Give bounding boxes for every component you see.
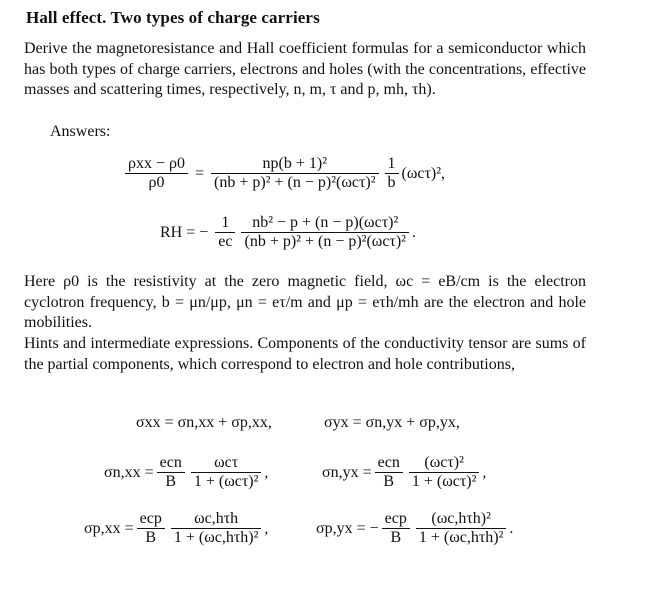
prefactor-fraction [157, 454, 185, 491]
main-numerator: ωc,hτh [194, 510, 239, 527]
sigma-yx-sum-equation: σyx = σn,yx + σp,yx, [324, 414, 460, 431]
main-fraction [171, 510, 262, 547]
equation-tail: . [509, 519, 514, 537]
sigma-n-yx-equation [322, 454, 486, 491]
rhs-numerator: np(b + 1)² [262, 155, 328, 172]
factor-fraction [385, 155, 399, 192]
prefactor-denominator: ec [215, 232, 235, 251]
prefactor-denominator: B [137, 528, 165, 547]
hall-lhs: RH = [160, 223, 196, 241]
factor-denominator: b [385, 173, 399, 192]
equation-tail: , [482, 463, 487, 481]
equation-tail: (ωcτ)², [401, 164, 446, 182]
section-title: Hall effect. Two types of charge carriers [26, 8, 320, 27]
sigma-p-xx-equation [84, 510, 268, 547]
answers-label: Answers: [50, 123, 111, 140]
rhs-denominator: (nb + p)² + (n − p)²(ωcτ)² [211, 173, 379, 192]
sigma-p-yx-equation [316, 510, 513, 547]
prefactor-numerator: ecp [139, 510, 162, 527]
lhs-fraction [125, 155, 188, 192]
main-denominator: 1 + (ωc,hτh)² [416, 528, 507, 547]
equation-lhs: σp,yx = − [316, 519, 379, 537]
equation-lhs: σn,xx = [104, 463, 154, 481]
problem-statement: Derive the magnetoresistance and Hall coefficient formulas for a semiconductor which has both types of charge carriers, electrons and holes (with the concentrations, effective masses and scattering times, respectively, n, m, τ and p, mh, τh). [24, 40, 586, 98]
lhs-denominator: ρ0 [125, 173, 188, 192]
main-numerator: (ωcτ)² [424, 454, 464, 471]
equation-tail: , [264, 463, 269, 481]
rhs-fraction [211, 155, 379, 192]
main-denominator: 1 + (ωc,hτh)² [171, 528, 262, 547]
equation-lhs: σn,yx = [322, 463, 372, 481]
equation-tail: , [264, 519, 269, 537]
main-denominator: (nb + p)² + (n − p)²(ωcτ)² [241, 232, 409, 251]
factor-numerator: 1 [387, 155, 396, 172]
sigma-n-xx-equation [104, 454, 268, 491]
hall-coefficient-equation [160, 214, 416, 251]
prefactor-fraction [375, 454, 403, 491]
prefactor-numerator: ecp [384, 510, 407, 527]
main-numerator: ωcτ [214, 454, 239, 471]
main-numerator: nb² − p + (n − p)(ωcτ)² [252, 214, 399, 231]
minus-sign: − [199, 223, 209, 241]
prefactor-fraction [215, 214, 235, 251]
main-fraction [409, 454, 480, 491]
main-fraction [191, 454, 262, 491]
prefactor-denominator: B [382, 528, 410, 547]
prefactor-numerator: ecn [377, 454, 400, 471]
lhs-numerator: ρxx − ρ0 [128, 155, 185, 172]
equation-lhs: σp,xx = [84, 519, 134, 537]
main-numerator: (ωc,hτh)² [431, 510, 491, 527]
main-fraction [241, 214, 409, 251]
prefactor-numerator: 1 [221, 214, 230, 231]
hints-paragraph: Hints and intermediate expressions. Components of the conductivity tensor are sums of the partial components, which correspond to electron and hole contributions, [24, 335, 586, 373]
equation-tail: . [411, 223, 416, 241]
sigma-xx-sum-equation: σxx = σn,xx + σp,xx, [136, 414, 272, 431]
prefactor-denominator: B [375, 472, 403, 491]
main-denominator: 1 + (ωcτ)² [191, 472, 262, 491]
prefactor-denominator: B [157, 472, 185, 491]
prefactor-fraction [137, 510, 165, 547]
prefactor-fraction [382, 510, 410, 547]
explanation-paragraph: Here ρ0 is the resistivity at the zero magnetic field, ωc = eB/cm is the electron cyclotron frequency, b = μn/μp, μn = eτ/m and μp = eτh/mh are the electron and hole mobilities. [24, 273, 586, 331]
main-fraction [416, 510, 507, 547]
main-denominator: 1 + (ωcτ)² [409, 472, 480, 491]
equals-sign: = [195, 164, 205, 182]
prefactor-numerator: ecn [159, 454, 182, 471]
magnetoresistance-equation [122, 155, 445, 192]
